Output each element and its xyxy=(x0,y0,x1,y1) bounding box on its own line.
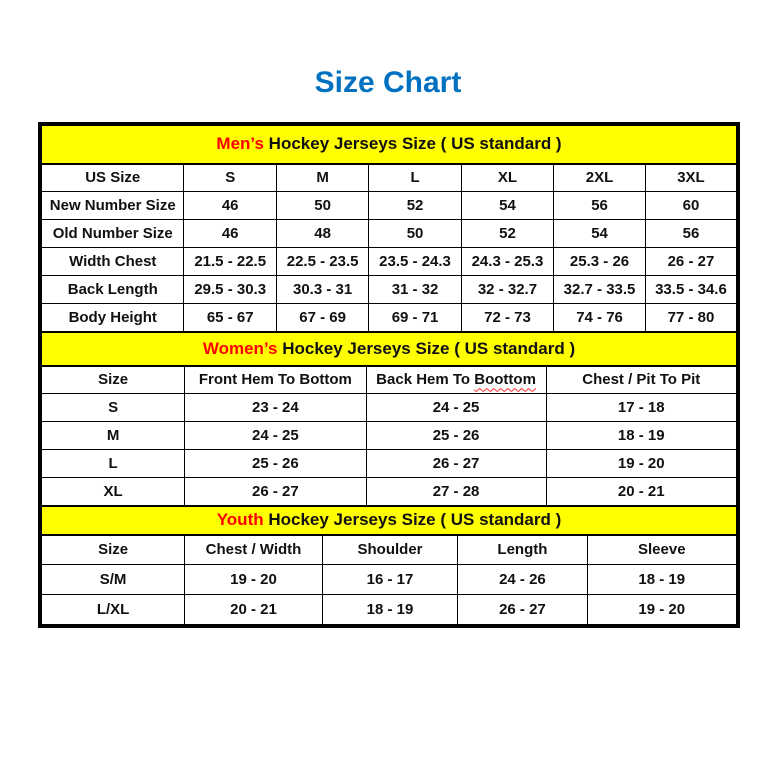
size-value: 29.5 - 30.3 xyxy=(184,276,276,304)
row-label: S/M xyxy=(42,565,185,595)
size-value: 33.5 - 34.6 xyxy=(645,276,736,304)
misspelled-word: Boottom xyxy=(474,371,536,389)
size-value: 18 - 19 xyxy=(546,422,736,450)
table-row xyxy=(42,220,737,248)
youth-banner xyxy=(42,507,737,535)
womens-banner-text: Hockey Jerseys Size ( US standard ) xyxy=(277,338,576,358)
size-value: 19 - 20 xyxy=(546,450,736,478)
mens-col-header: L xyxy=(369,164,461,192)
womens-size-table xyxy=(41,332,737,506)
row-label: Old Number Size xyxy=(42,220,184,248)
table-row xyxy=(42,595,737,625)
row-label: XL xyxy=(42,478,185,506)
size-value: 23.5 - 24.3 xyxy=(369,248,461,276)
table-row xyxy=(42,450,737,478)
size-value: 32.7 - 33.5 xyxy=(554,276,646,304)
size-value: 24 - 26 xyxy=(458,565,587,595)
size-value: 74 - 76 xyxy=(554,304,646,332)
mens-banner xyxy=(42,126,737,164)
size-value: 72 - 73 xyxy=(461,304,553,332)
size-value: 52 xyxy=(461,220,553,248)
mens-col-header: M xyxy=(276,164,368,192)
size-value: 48 xyxy=(276,220,368,248)
size-value: 32 - 32.7 xyxy=(461,276,553,304)
size-value: 56 xyxy=(554,192,646,220)
size-value: 17 - 18 xyxy=(546,394,736,422)
size-value: 26 - 27 xyxy=(185,478,366,506)
size-value: 18 - 19 xyxy=(322,595,458,625)
size-value: 20 - 21 xyxy=(185,595,323,625)
row-label: S xyxy=(42,394,185,422)
mens-col-header: 3XL xyxy=(645,164,736,192)
size-value: 24.3 - 25.3 xyxy=(461,248,553,276)
womens-col-header: Chest / Pit To Pit xyxy=(546,366,736,394)
size-value: 20 - 21 xyxy=(546,478,736,506)
womens-header-row xyxy=(42,366,737,394)
row-label: L/XL xyxy=(42,595,185,625)
page-title: Size Chart xyxy=(314,66,462,99)
size-value: 18 - 19 xyxy=(587,565,736,595)
size-value: 54 xyxy=(461,192,553,220)
row-label: New Number Size xyxy=(42,192,184,220)
size-value: 25 - 26 xyxy=(366,422,546,450)
size-value: 60 xyxy=(645,192,736,220)
table-row xyxy=(42,422,737,450)
youth-header-row xyxy=(42,535,737,565)
table-row xyxy=(42,394,737,422)
size-value: 24 - 25 xyxy=(185,422,366,450)
size-value: 31 - 32 xyxy=(369,276,461,304)
size-value: 26 - 27 xyxy=(366,450,546,478)
size-value: 50 xyxy=(276,192,368,220)
size-value: 27 - 28 xyxy=(366,478,546,506)
size-value: 21.5 - 22.5 xyxy=(184,248,276,276)
size-value: 65 - 67 xyxy=(184,304,276,332)
size-value: 50 xyxy=(369,220,461,248)
size-tables xyxy=(38,122,740,628)
size-value: 23 - 24 xyxy=(185,394,366,422)
size-value: 22.5 - 23.5 xyxy=(276,248,368,276)
size-value: 19 - 20 xyxy=(587,595,736,625)
row-label: M xyxy=(42,422,185,450)
table-row xyxy=(42,192,737,220)
size-value: 46 xyxy=(184,220,276,248)
row-label: Body Height xyxy=(42,304,184,332)
youth-banner-text: Hockey Jerseys Size ( US standard ) xyxy=(263,510,562,530)
size-value: 54 xyxy=(554,220,646,248)
womens-col-header: Front Hem To Bottom xyxy=(185,366,366,394)
row-label: Width Chest xyxy=(42,248,184,276)
womens-banner xyxy=(42,333,737,366)
size-value: 25 - 26 xyxy=(185,450,366,478)
youth-col-header: Length xyxy=(458,535,587,565)
mens-col-header: S xyxy=(184,164,276,192)
youth-banner-accent: Youth xyxy=(216,510,264,530)
youth-size-table xyxy=(41,506,737,625)
size-value: 25.3 - 26 xyxy=(554,248,646,276)
size-value: 30.3 - 31 xyxy=(276,276,368,304)
table-row xyxy=(42,478,737,506)
mens-col-header: XL xyxy=(461,164,553,192)
mens-col-header: US Size xyxy=(42,164,184,192)
table-row xyxy=(42,304,737,332)
size-value: 77 - 80 xyxy=(645,304,736,332)
mens-col-header: 2XL xyxy=(554,164,646,192)
youth-col-header: Size xyxy=(42,535,185,565)
youth-col-header: Shoulder xyxy=(322,535,458,565)
youth-col-header: Sleeve xyxy=(587,535,736,565)
size-value: 24 - 25 xyxy=(366,394,546,422)
size-value: 52 xyxy=(369,192,461,220)
mens-size-table xyxy=(41,125,737,332)
table-row xyxy=(42,248,737,276)
row-label: L xyxy=(42,450,185,478)
size-value: 16 - 17 xyxy=(322,565,458,595)
row-label: Back Length xyxy=(42,276,184,304)
table-row xyxy=(42,276,737,304)
size-value: 69 - 71 xyxy=(369,304,461,332)
womens-banner-accent: Women’s xyxy=(202,338,278,358)
mens-header-row xyxy=(42,164,737,192)
mens-banner-accent: Men’s xyxy=(216,134,264,154)
size-value: 26 - 27 xyxy=(645,248,736,276)
size-value: 26 - 27 xyxy=(458,595,587,625)
mens-banner-text: Hockey Jerseys Size ( US standard ) xyxy=(263,134,562,154)
womens-col-header: Back Hem To Boottom xyxy=(366,366,546,394)
size-value: 56 xyxy=(645,220,736,248)
womens-col-header: Size xyxy=(42,366,185,394)
size-value: 19 - 20 xyxy=(185,565,323,595)
table-row xyxy=(42,565,737,595)
size-value: 46 xyxy=(184,192,276,220)
youth-col-header: Chest / Width xyxy=(185,535,323,565)
size-value: 67 - 69 xyxy=(276,304,368,332)
